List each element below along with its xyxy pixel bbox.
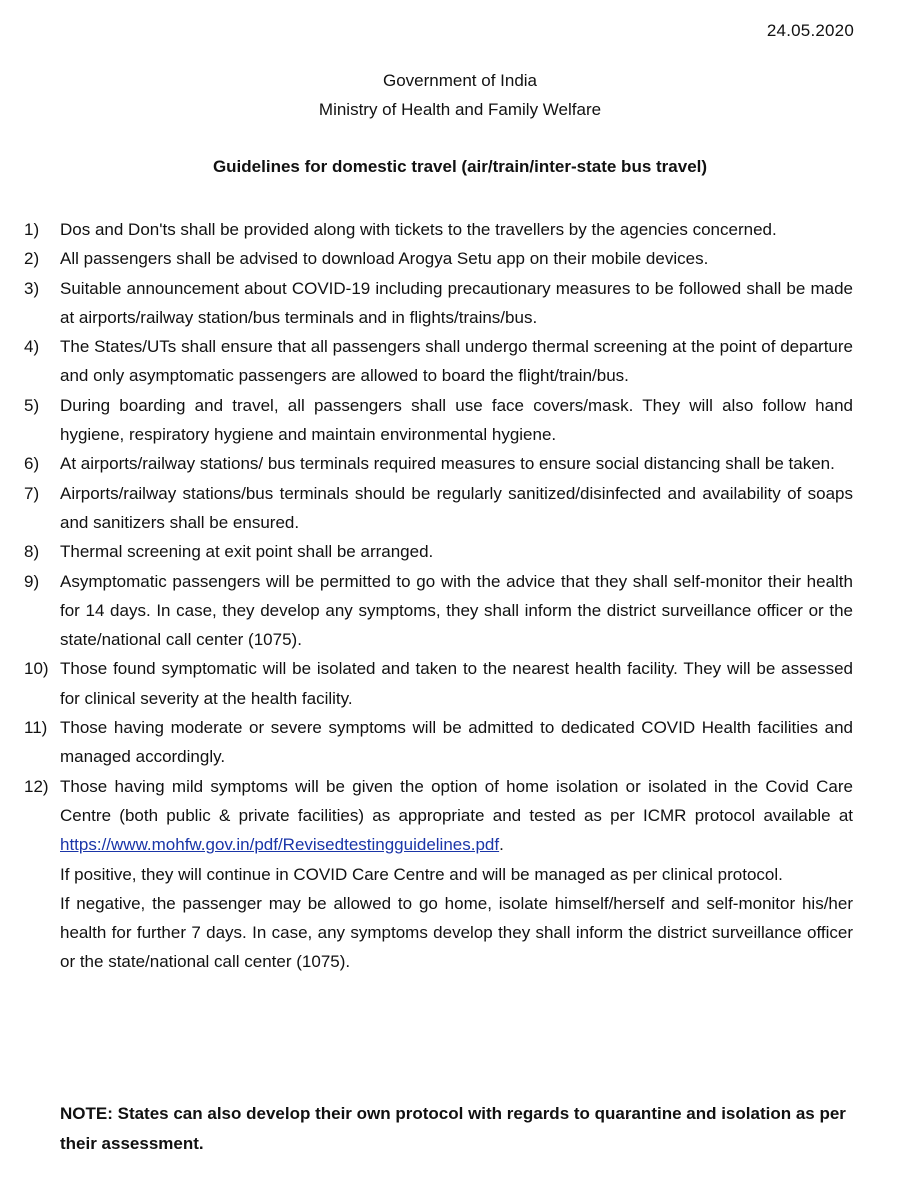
list-item [24, 391, 853, 450]
item-text: During boarding and travel, all passengers shall use face covers/mask. They will also follow hand hygiene, respiratory hygiene and maintain environmental hygiene. [60, 395, 853, 445]
government-line: Government of India [382, 71, 538, 90]
list-item [24, 332, 853, 391]
item-text-after-link: . [499, 835, 504, 855]
list-item [24, 537, 853, 566]
item-number: 6) [24, 454, 40, 474]
guidelines-link[interactable]: https://www.mohfw.gov.in/pdf/Revisedtestingguidelines.pdf [60, 835, 500, 855]
item-text [60, 772, 853, 977]
item-text: Dos and Don'ts shall be provided along with tickets to the travellers by the agencies concerned. [60, 220, 777, 239]
item-number: 1) [24, 220, 40, 239]
item-text: Thermal screening at exit point shall be arranged. [60, 542, 434, 562]
list-item [24, 479, 853, 538]
item-text: Suitable announcement about COVID-19 including precautionary measures to be followed shall be made at airports/railway station/bus terminals and in flights/trains/bus. [60, 278, 853, 327]
item-number: 10) [24, 659, 49, 679]
item-text-before-link: Those having mild symptoms will be given the option of home isolation or isolated in the Covid Care Centre (both public & private facilities) as appropriate and tested as per ICMR protocol available at [60, 776, 853, 825]
item-text: Airports/railway stations/bus terminals should be regularly sanitized/disinfected and availability of soaps and sanitizers shall be ensured. [60, 483, 853, 532]
negative-case-paragraph: If negative, the passenger may be allowed to go home, isolate himself/herself and self-monitor his/her health for further 7 days. In case, any symptoms develop they shall inform the district surveillance officer or the state/national call center (1075). [60, 893, 853, 972]
list-item [24, 713, 853, 772]
list-item [24, 244, 853, 273]
item-number: 9) [24, 571, 40, 591]
positive-case-paragraph: If positive, they will continue in COVID Care Centre and will be managed as per clinical protocol. [60, 864, 783, 884]
list-item [24, 215, 853, 244]
item-text: Asymptomatic passengers will be permitted to go with the advice that they shall self-monitor their health for 14 days. In case, they develop any symptoms, they shall inform the district surveillance officer or the state/national call center (1075). [60, 571, 853, 650]
issuing-authority [0, 66, 920, 124]
item-text: Those found symptomatic will be isolated and taken to the nearest health facility. They will be assessed for clinical severity at the health facility. [60, 659, 853, 708]
note-paragraph: NOTE: States can also develop their own protocol with regards to quarantine and isolation as per their assessment. [60, 1104, 846, 1153]
item-text: All passengers shall be advised to download Arogya Setu app on their mobile devices. [60, 249, 709, 269]
list-item [24, 654, 853, 713]
document-date: 24.05.2020 [766, 21, 854, 40]
guidelines-list [24, 215, 853, 977]
item-text: The States/UTs shall ensure that all passengers shall undergo thermal screening at the point of departure and only asymptomatic passengers are allowed to board the flight/train/bus. [60, 337, 853, 386]
ministry-line: Ministry of Health and Family Welfare [318, 100, 602, 119]
list-item-12 [24, 772, 853, 977]
item-number: 2) [24, 249, 40, 269]
item-text: At airports/railway stations/ bus terminals required measures to ensure social distancing shall be taken. [60, 454, 835, 474]
item-number: 7) [24, 483, 40, 503]
item-text: Those having moderate or severe symptoms will be admitted to dedicated COVID Health facilities and managed accordingly. [60, 718, 853, 767]
item-number: 12) [24, 776, 49, 796]
list-item [24, 449, 853, 478]
item-number: 5) [24, 395, 40, 415]
list-item [24, 274, 853, 333]
document-title: Guidelines for domestic travel (air/train/inter-state bus travel) [212, 157, 708, 176]
item-number: 11) [24, 718, 48, 738]
testing-protocol-paragraph [60, 772, 853, 860]
list-item [24, 567, 853, 655]
item-number: 3) [24, 278, 40, 298]
item-number: 8) [24, 542, 40, 562]
item-number: 4) [24, 337, 40, 357]
